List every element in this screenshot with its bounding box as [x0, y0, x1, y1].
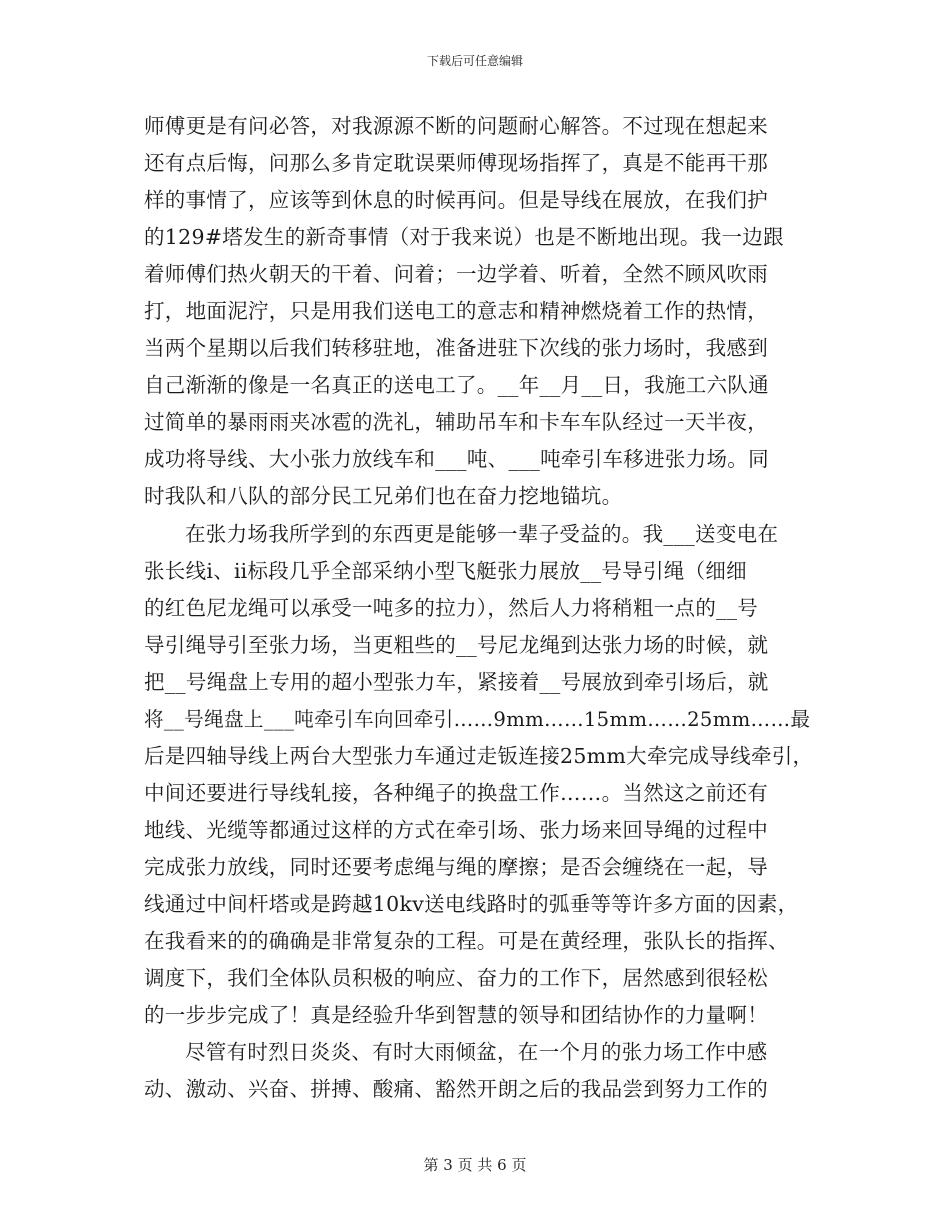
text-line: 张长线ⅰ、ⅱ标段几乎全部采纳小型飞艇张力展放__号导引绳（细细: [144, 558, 747, 583]
text-line: 导引绳导引至张力场，当更粗些的__号尼龙绳到达张力场的时候，就: [144, 632, 769, 657]
text-line: 把__号绳盘上专用的超小型张力车，紧接着__号展放到牵引场后，就: [144, 669, 769, 694]
text-line: 打，地面泥泞，只是用我们送电工的意志和精神燃烧着工作的热情，: [144, 299, 768, 324]
text-line: 动、激动、兴奋、拼搏、酸痛、豁然开朗之后的我品尝到努力工作的: [144, 1077, 768, 1102]
text-line: 调度下，我们全体队员积极的响应、奋力的工作下，居然感到很轻松: [144, 966, 768, 991]
text-line: 的129#塔发生的新奇事情（对于我来说）也是不断地出现。我一边跟: [144, 225, 784, 250]
text-line: 的一步步完成了！真是经验升华到智慧的领导和团结协作的力量啊！: [144, 1003, 768, 1028]
text-line: 样的事情了，应该等到休息的时候再问。但是导线在展放，在我们护: [144, 188, 768, 213]
text-line: 地线、光缆等都通过这样的方式在牵引场、张力场来回导绳的过程中: [144, 817, 768, 842]
text-line: 师傅更是有问必答，对我源源不断的问题耐心解答。不过现在想起来: [144, 114, 768, 138]
text-line: 还有点后悔，问那么多肯定耽误栗师傅现场指挥了，真是不能再干那: [144, 151, 768, 176]
text-line: 着师傅们热火朝天的干着、问着；一边学着、听着，全然不顾风吹雨: [144, 262, 768, 287]
text-line: 线通过中间杆塔或是跨越10kv送电线路时的弧垂等等许多方面的因素，: [144, 891, 799, 916]
text-line: 成功将导线、大小张力放线车和___吨、___吨牵引车移进张力场。同: [144, 447, 769, 472]
page-header: 下载后可任意编辑: [426, 54, 523, 68]
paragraph-start-line: 在张力场我所学到的东西更是能够一辈子受益的。我___送变电在: [185, 521, 779, 546]
text-line: 中间还要进行导线轧接，各种绳子的换盘工作……。当然这之前还有: [144, 780, 768, 805]
paragraph-start-line: 尽管有时烈日炎炎、有时大雨倾盆，在一个月的张力场工作中感: [185, 1040, 768, 1065]
text-line: 在我看来的的确确是非常复杂的工程。可是在黄经理，张队长的指挥、: [144, 929, 789, 954]
text-line: 当两个星期以后我们转移驻地，准备进驻下次线的张力场时，我感到: [144, 336, 768, 361]
text-line: 将__号绳盘上___吨牵引车向回牵引……9mm……15mm……25mm……最: [144, 707, 811, 731]
text-line: 后是四轴导线上两台大型张力车通过走钣连接25mm大牵完成导线牵引，: [144, 743, 814, 768]
page-number-footer: 第 3 页 共 6 页: [423, 1156, 527, 1174]
text-line: 完成张力放线，同时还要考虑绳与绳的摩擦；是否会缠绕在一起，导: [144, 854, 768, 879]
text-line: 过简单的暴雨雨夹冰雹的洗礼，辅助吊车和卡车车队经过一天半夜，: [144, 410, 768, 435]
text-line: 的红色尼龙绳可以承受一吨多的拉力），然后人力将稍粗一点的__号: [144, 595, 759, 620]
text-line: 自己渐渐的像是一名真正的送电工了。__年__月__日，我施工六队通: [144, 373, 769, 398]
document-body: [144, 108, 814, 1108]
text-line: 时我队和八队的部分民工兄弟们也在奋力挖地锚坑。: [144, 484, 623, 509]
